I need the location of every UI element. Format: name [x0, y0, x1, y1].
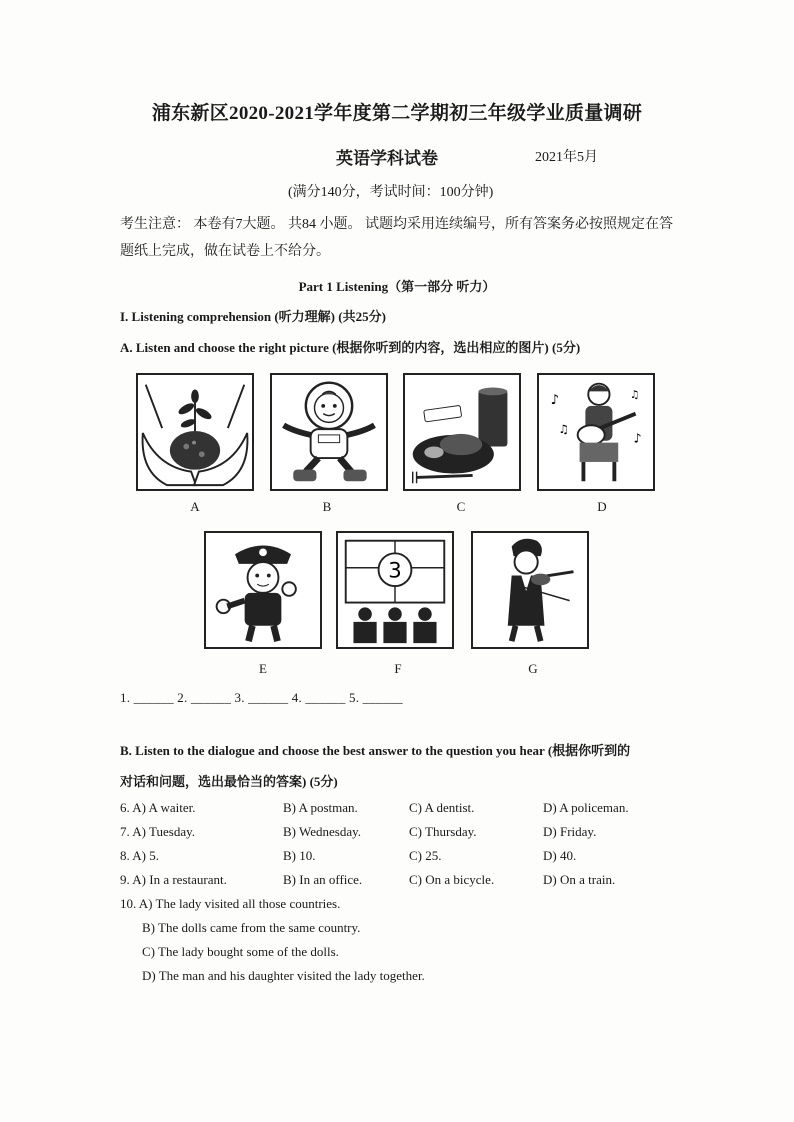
- guitarist-icon: [539, 375, 653, 489]
- score-time-note: (满分140分，考试时间：100分钟): [288, 185, 494, 200]
- q7-option-b: B) Wednesday.: [283, 824, 362, 839]
- exam-date: 2021年5月: [535, 150, 598, 165]
- picture-d: [537, 373, 655, 491]
- q9-option-b: B) In an office.: [283, 872, 363, 887]
- picture-f: [336, 531, 454, 649]
- candidate-notice: 考生注意： 本卷有7大题。 共84 小题。 试题均采用连续编号，所有答案务必按照规定在答题纸上完成，做在试卷上不给分。: [120, 217, 673, 259]
- section1-heading: I. Listening comprehension (听力理解) (共25分): [120, 309, 386, 324]
- svg-text:♪: ♪: [550, 391, 560, 408]
- picture-e-label: E: [259, 661, 267, 676]
- svg-text:♫: ♫: [558, 421, 569, 436]
- countdown-number: 3: [388, 558, 402, 584]
- q7-option-c: C) Thursday.: [409, 824, 477, 839]
- picture-b: [270, 373, 388, 491]
- q6-option-b: B) A postman.: [283, 800, 358, 815]
- cinema-countdown-icon: [338, 533, 452, 647]
- exam-subject: 英语学科试卷: [336, 149, 438, 168]
- picture-a-label: A: [190, 499, 200, 514]
- part1-heading: Part 1 Listening（第一部分 听力）: [298, 279, 496, 294]
- picture-f-label: F: [394, 661, 402, 676]
- picture-a: [136, 373, 254, 491]
- svg-text:♪: ♪: [633, 430, 642, 446]
- picture-g: [471, 531, 589, 649]
- police-officer-icon: [206, 533, 320, 647]
- q10-option-b: B) The dolls came from the same country.: [142, 920, 361, 935]
- picture-g-label: G: [528, 661, 538, 676]
- q6-option-a: 6. A) A waiter.: [120, 800, 196, 815]
- q8-option-c: C) 25.: [409, 848, 442, 863]
- food-plate-icon: [405, 375, 519, 489]
- q6-option-d: D) A policeman.: [543, 800, 629, 815]
- q9-option-a: 9. A) In a restaurant.: [120, 872, 227, 887]
- svg-text:♫: ♫: [629, 388, 640, 402]
- sectionA-answer-line: 1. ______ 2. ______ 3. ______ 4. ______ 5. ______: [120, 690, 403, 705]
- q10-option-c: C) The lady bought some of the dolls.: [142, 944, 339, 959]
- picture-c-label: C: [456, 499, 466, 514]
- q8-option-d: D) 40.: [543, 848, 577, 863]
- q9-option-c: C) On a bicycle.: [409, 872, 495, 887]
- q9-option-d: D) On a train.: [543, 872, 616, 887]
- q6-option-c: C) A dentist.: [409, 800, 475, 815]
- q10-option-d: D) The man and his daughter visited the lady together.: [142, 968, 425, 983]
- q10-option-a: 10. A) The lady visited all those countries.: [120, 896, 341, 911]
- q7-option-a: 7. A) Tuesday.: [120, 824, 196, 839]
- picture-c: [403, 373, 521, 491]
- q8-option-b: B) 10.: [283, 848, 316, 863]
- sectionB-heading-line2: 对话和问题，选出最恰当的答案) (5分): [120, 774, 338, 789]
- hands-plant-icon: [138, 375, 252, 489]
- sectionA-heading: A. Listen and choose the right picture (根据你听到的内容，选出相应的图片) (5分): [120, 340, 581, 355]
- q8-option-a: 8. A) 5.: [120, 848, 159, 863]
- violinist-icon: [473, 533, 587, 647]
- picture-e: [204, 531, 322, 649]
- q7-option-d: D) Friday.: [543, 824, 597, 839]
- exam-title: 浦东新区2020-2021学年度第二学期初三年级学业质量调研: [151, 103, 643, 124]
- picture-b-label: B: [322, 499, 332, 514]
- astronaut-icon: [272, 375, 386, 489]
- sectionB-heading-line1: B. Listen to the dialogue and choose the best answer to the question you hear (根据你听到的: [120, 743, 631, 758]
- picture-d-label: D: [597, 499, 607, 514]
